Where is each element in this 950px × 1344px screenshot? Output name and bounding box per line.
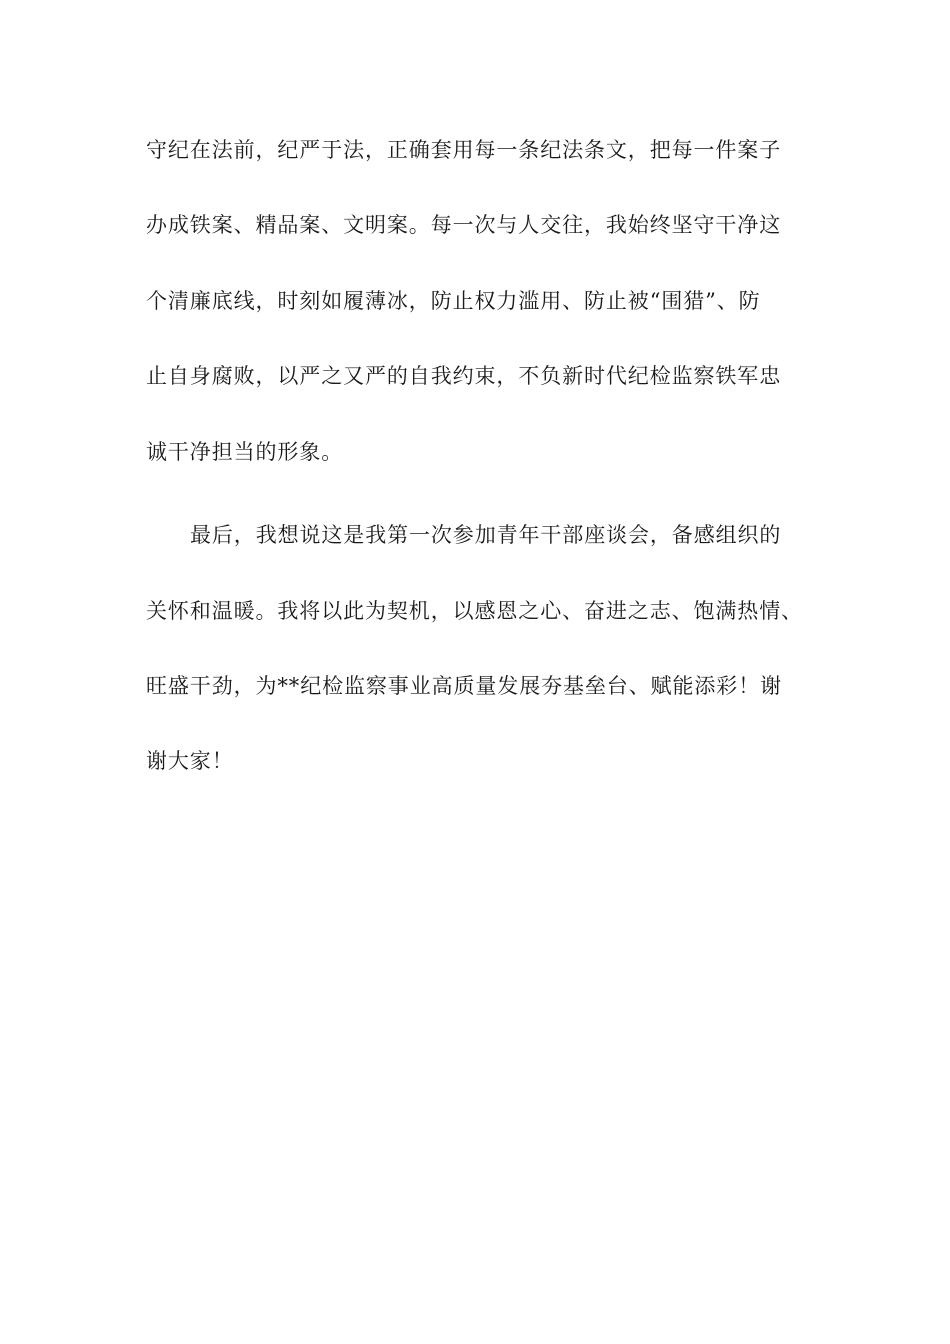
paragraph-line: 个清廉底线，时刻如履薄冰，防止权力滥用、防止被“围猎”、防 (146, 289, 761, 313)
paragraph-line: 谢大家！ (146, 749, 234, 773)
paragraph-line: 最后，我想说这是我第一次参加青年干部座谈会，备感组织的 (190, 523, 782, 547)
paragraph-line: 办成铁案、精品案、文明案。每一次与人交往，我始终坚守干净这 (146, 213, 782, 237)
paragraph-line: 守纪在法前，纪严于法，正确套用每一条纪法条文，把每一件案子 (146, 138, 782, 162)
paragraph-line: 止自身腐败，以严之又严的自我约束，不负新时代纪检监察铁军忠 (146, 364, 782, 388)
paragraph-line: 旺盛干劲，为**纪检监察事业高质量发展夯基垒台、赋能添彩！谢 (146, 674, 782, 698)
paragraph-line: 关怀和温暖。我将以此为契机，以感恩之心、奋进之志、饱满热情、 (146, 599, 803, 623)
paragraph-line: 诚干净担当的形象。 (146, 440, 344, 464)
